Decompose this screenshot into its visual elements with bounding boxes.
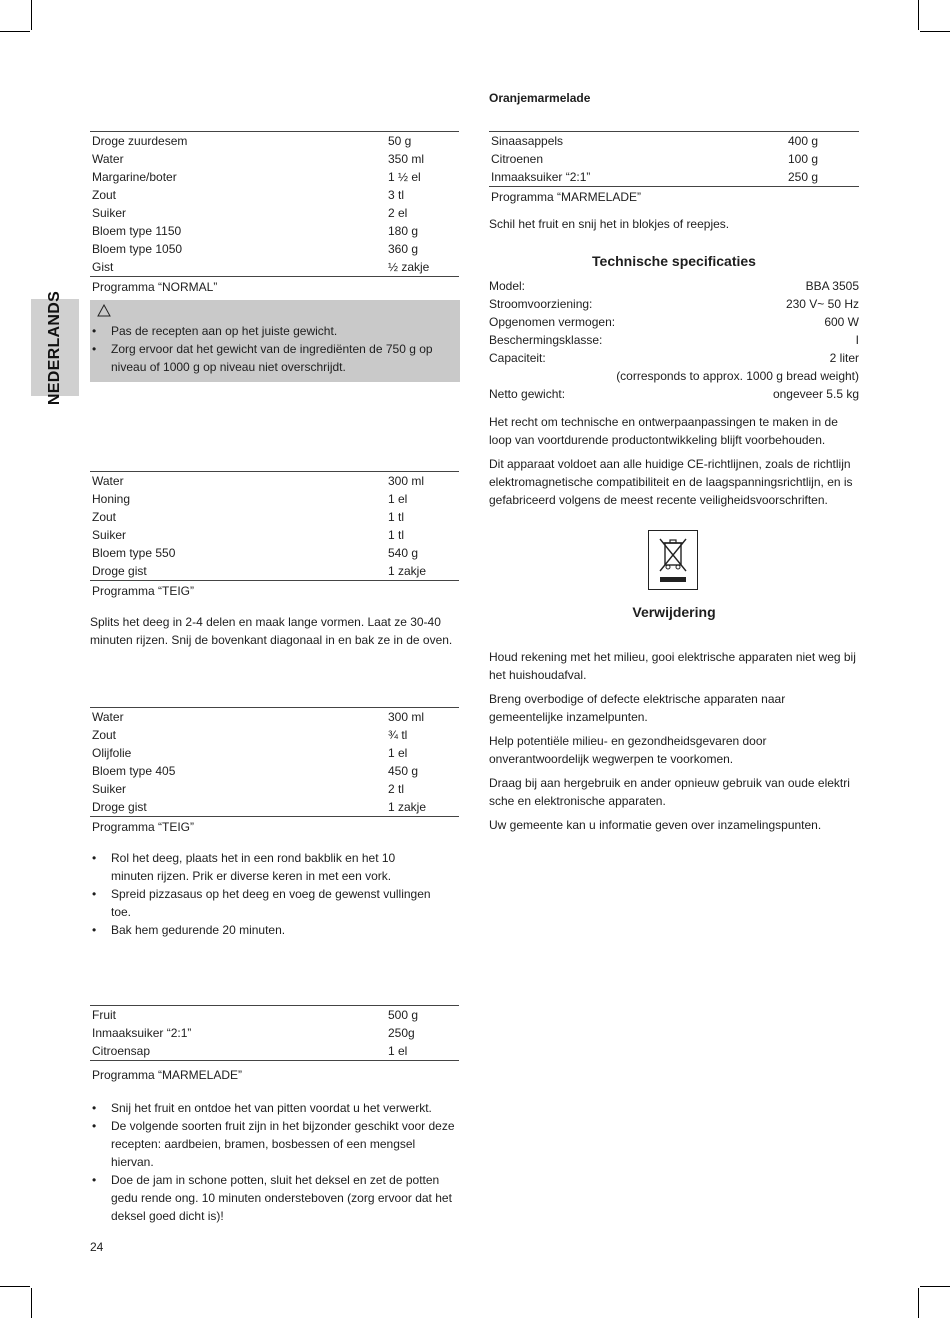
- ingredient-row: [90, 508, 459, 526]
- ingredient-amount: 1 el: [388, 1044, 408, 1058]
- recipe-pizza: [90, 707, 459, 939]
- program-label: Programma “TEIG”: [92, 820, 195, 834]
- capacity-note: (corresponds to approx. 1000 g bread weight): [616, 369, 859, 383]
- recipe-sourdough: [90, 131, 459, 295]
- ingredient-amount: 1 ½ el: [388, 170, 421, 184]
- ingredient-amount: 3 tl: [388, 188, 405, 202]
- warning-item: • Zorg ervoor dat het gewicht van de ingrediënten de 750 g op niveau of 1000 g op niveau niet overschrijdt.: [90, 340, 444, 376]
- ingredient-row: [90, 186, 459, 204]
- ingredient-name: Water: [92, 710, 124, 724]
- recipe-baguette: [90, 471, 459, 649]
- spec-value: ongeveer 5.5 kg: [772, 387, 859, 401]
- ingredient-amount: 1 tl: [388, 510, 405, 524]
- program-label: Programma “MARMELADE”: [92, 1068, 243, 1082]
- ingredient-name: Suiker: [92, 782, 127, 796]
- ingredient-table: [90, 1005, 459, 1061]
- warning-item: • Pas de recepten aan op het juiste gewicht.: [90, 322, 444, 340]
- ingredient-row: [90, 1006, 459, 1025]
- ingredient-amount: 350 ml: [388, 152, 425, 166]
- instruction-list: [90, 1099, 459, 1225]
- compliance-paragraph: Dit apparaat voldoet aan alle huidige CE-richtlijnen, zoals de richtlijn elektromagnetische compatibiliteit en de laagspanningsrichtlijn, en is gefabriceerd volgens de meest recente veiligheidsvoorschriften.: [489, 457, 853, 507]
- spec-value: I: [855, 333, 859, 347]
- ingredient-amount: 1 el: [388, 746, 408, 760]
- ingredient-name: Bloem type 1150: [92, 224, 182, 238]
- ingredient-row: [90, 168, 459, 186]
- recipe-orange-marmalade: [489, 131, 859, 233]
- section-heading: Verwijdering: [632, 604, 716, 620]
- section-heading: Technische specificaties: [592, 253, 756, 269]
- ingredient-amount: 300 ml: [388, 710, 425, 724]
- ingredient-name: Bloem type 1050: [92, 242, 183, 256]
- crop-mark: [918, 0, 919, 30]
- ingredient-amount: 540 g: [388, 546, 419, 560]
- spec-label: Beschermingsklasse:: [489, 333, 603, 347]
- ingredient-amount: 300 ml: [388, 474, 425, 488]
- ingredient-row: [90, 562, 459, 581]
- ingredient-name: Margarine/boter: [92, 170, 177, 184]
- ingredient-amount: 360 g: [388, 242, 419, 256]
- ingredient-table: [90, 707, 459, 817]
- ingredient-amount: 2 tl: [388, 782, 405, 796]
- ingredient-row: [90, 544, 459, 562]
- spec-row: [489, 331, 859, 349]
- crop-mark: [31, 1288, 32, 1318]
- ingredient-name: Zout: [92, 728, 117, 742]
- instruction-item: • Doe de jam in schone potten, sluit het deksel en zet de potten gedu rende ong. 10 minuten ondersteboven (zorg ervoor dat het deksel goed dicht is)!: [90, 1171, 459, 1225]
- crop-mark: [31, 0, 32, 30]
- ingredient-table: [90, 471, 459, 581]
- disposal-section: [489, 604, 859, 840]
- ingredient-row: [90, 150, 459, 168]
- language-tab-label: NEDERLANDS: [46, 290, 63, 405]
- warning-list: [90, 322, 460, 376]
- ingredient-amount: 250g: [388, 1026, 415, 1040]
- ingredient-amount: 1 el: [388, 492, 408, 506]
- spec-list: [489, 277, 859, 403]
- technical-specifications: [489, 253, 859, 509]
- disclaimer-paragraph: Het recht om technische en ontwerpaanpassingen te maken in de loop van voortdurende productontwikkeling blijft voorbehouden.: [489, 415, 838, 447]
- ingredient-row: [90, 240, 459, 258]
- ingredient-name: Water: [92, 152, 124, 166]
- ingredient-row: [90, 1042, 459, 1061]
- ingredient-name: Water: [92, 474, 124, 488]
- program-label: Programma “MARMELADE”: [491, 190, 642, 204]
- ingredient-name: Gist: [92, 260, 114, 274]
- recipe-instructions: Splits het deeg in 2-4 delen en maak lange vormen. Laat ze 30-40 minuten rijzen. Snij de bovenkant diagonaal in en bak ze in de oven.: [90, 615, 453, 647]
- spec-label: Capaciteit:: [489, 351, 546, 365]
- language-tab: [31, 290, 79, 405]
- ingredient-row: [90, 472, 459, 491]
- spec-label: Stroomvoorziening:: [489, 297, 593, 311]
- ingredient-row: [90, 708, 459, 727]
- ingredient-row: [90, 222, 459, 240]
- disposal-paragraph: Help potentiële milieu- en gezondheidsgevaren door onverantwoordelijk wegwerpen te voorkomen.: [489, 734, 767, 766]
- disposal-paragraphs: [489, 648, 859, 834]
- instruction-item: • Snij het fruit en ontdoe het van pitten voordat u het verwerkt.: [90, 1099, 459, 1117]
- ingredient-name: Droge zuurdesem: [92, 134, 188, 148]
- spec-value: BBA 3505: [805, 279, 859, 293]
- ingredient-name: Inmaaksuiker “2:1”: [92, 1026, 192, 1040]
- ingredient-amount: 1 zakje: [388, 564, 427, 578]
- ingredient-name: Suiker: [92, 206, 127, 220]
- ingredient-row: [90, 1024, 459, 1042]
- ingredient-amount: 2 el: [388, 206, 408, 220]
- ingredient-amount: 450 g: [388, 764, 419, 778]
- ingredient-name: Sinaasappels: [491, 134, 564, 148]
- warning-box: [90, 300, 460, 382]
- spec-row: [489, 295, 859, 313]
- program-label: Programma “TEIG”: [92, 584, 195, 598]
- instruction-item: • Rol het deeg, plaats het in een rond bakblik en het 10 minuten rijzen. Prik er diverse keren in met een vork.: [90, 849, 435, 885]
- ingredient-name: Inmaaksuiker “2:1”: [491, 170, 591, 184]
- crop-mark: [918, 1288, 919, 1318]
- crop-mark: [0, 31, 30, 32]
- ingredient-name: Olijfolie: [92, 746, 132, 760]
- program-label: Programma “NORMAL”: [92, 280, 218, 294]
- ingredient-name: Droge gist: [92, 800, 147, 814]
- crop-mark: [920, 1286, 950, 1287]
- ingredient-row: [90, 204, 459, 222]
- spec-row: [489, 313, 859, 331]
- instruction-list: [90, 849, 459, 939]
- spec-value: 230 V~ 50 Hz: [785, 297, 859, 311]
- ingredient-row: [489, 150, 859, 168]
- ingredient-name: Zout: [92, 510, 117, 524]
- warning-triangle-icon: [97, 304, 460, 322]
- spec-value: 600 W: [824, 315, 859, 329]
- spec-label: Model:: [489, 279, 526, 293]
- spec-value: 2 liter: [829, 351, 859, 365]
- ingredient-name: Bloem type 405: [92, 764, 176, 778]
- ingredient-row: [90, 258, 459, 277]
- ingredient-amount: 100 g: [788, 152, 819, 166]
- ingredient-amount: 1 tl: [388, 528, 405, 542]
- recipe-jam: [90, 1005, 459, 1225]
- ingredient-amount: ½ zakje: [388, 260, 430, 274]
- ingredient-name: Bloem type 550: [92, 546, 176, 560]
- ingredient-row: [90, 798, 459, 817]
- disposal-paragraph: Breng overbodige of defecte elektrische apparaten naar gemeentelijke inzamelpunten.: [489, 692, 786, 724]
- crossed-out-bin-icon: [648, 530, 698, 590]
- ingredient-amount: 1 zakje: [388, 800, 427, 814]
- ingredient-row: [90, 526, 459, 544]
- instruction-item: • Spreid pizzasaus op het deeg en voeg de gewenst vullingen toe.: [90, 885, 435, 921]
- crop-mark: [920, 31, 950, 32]
- ingredient-name: Citroenen: [491, 152, 544, 166]
- ingredient-amount: 250 g: [788, 170, 819, 184]
- instruction-item: • Bak hem gedurende 20 minuten.: [90, 921, 435, 939]
- ingredient-amount: 50 g: [388, 134, 412, 148]
- ingredient-name: Citroensap: [92, 1044, 151, 1058]
- recipe-instructions: Schil het fruit en snij het in blokjes of reepjes.: [489, 217, 730, 231]
- ingredient-table: [489, 131, 859, 187]
- ingredient-row: [90, 762, 459, 780]
- recipe-title: Oranjemarmelade: [489, 91, 591, 105]
- ingredient-name: Suiker: [92, 528, 127, 542]
- disposal-paragraph: Draag bij aan hergebruik en ander opnieuw gebruik van oude elektri sche en elektronische apparaten.: [489, 776, 850, 808]
- spec-row: [489, 277, 859, 295]
- ingredient-amount: 500 g: [388, 1008, 419, 1022]
- ingredient-name: Honing: [92, 492, 131, 506]
- ingredient-row: [90, 780, 459, 798]
- ingredient-amount: 180 g: [388, 224, 419, 238]
- spec-label: Netto gewicht:: [489, 387, 566, 401]
- instruction-item: • De volgende soorten fruit zijn in het bijzonder geschikt voor deze recepten: aardbeien, bramen, bosbessen of een mengsel hiervan.: [90, 1117, 459, 1171]
- ingredient-name: Fruit: [92, 1008, 116, 1022]
- ingredient-row: [90, 490, 459, 508]
- ingredient-amount: 400 g: [788, 134, 819, 148]
- crop-mark: [0, 1286, 30, 1287]
- ingredient-row: [90, 726, 459, 744]
- disposal-paragraph: Uw gemeente kan u informatie geven over inzamelingspunten.: [489, 818, 822, 832]
- ingredient-table: [90, 131, 459, 277]
- ingredient-name: Droge gist: [92, 564, 147, 578]
- ingredient-amount: ¾ tl: [388, 728, 408, 742]
- page-number: 24: [90, 1240, 104, 1254]
- disposal-paragraph: Houd rekening met het milieu, gooi elektrische apparaten niet weg bij het huishoudafval.: [489, 650, 856, 682]
- spec-row: [489, 385, 859, 403]
- ingredient-row: [489, 168, 859, 187]
- ingredient-row: [90, 744, 459, 762]
- spec-label: Opgenomen vermogen:: [489, 315, 616, 329]
- ingredient-row: [90, 132, 459, 151]
- ingredient-name: Zout: [92, 188, 117, 202]
- ingredient-row: [489, 132, 859, 151]
- spec-row: [489, 349, 859, 367]
